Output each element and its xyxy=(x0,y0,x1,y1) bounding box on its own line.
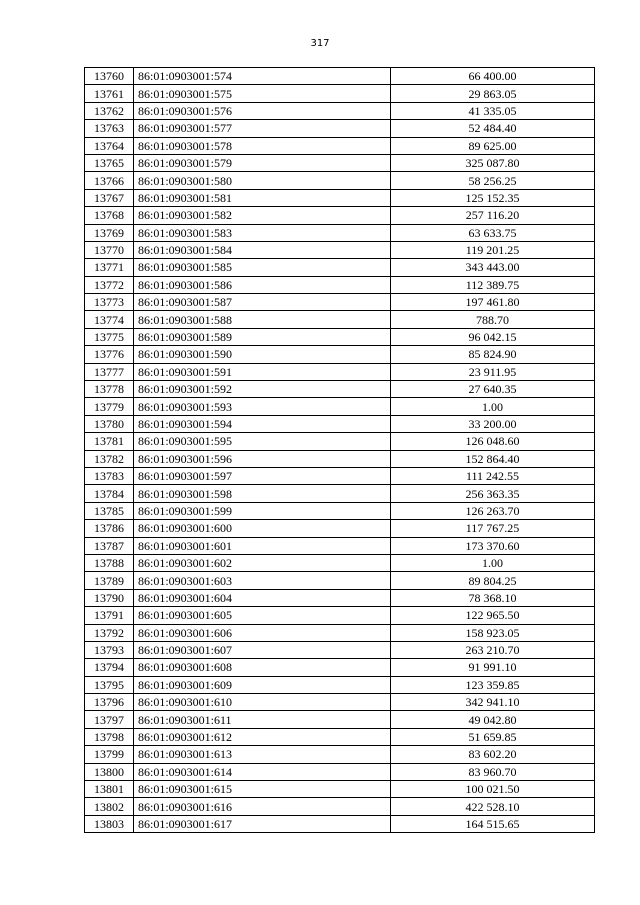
table-row xyxy=(85,398,595,415)
cadastral-value-cell: 29 863.05 xyxy=(391,85,595,102)
row-number-cell: 13772 xyxy=(85,276,134,293)
row-number-cell: 13763 xyxy=(85,120,134,137)
table-row xyxy=(85,589,595,606)
cadastral-number-cell: 86:01:0903001:582 xyxy=(134,207,391,224)
row-number-cell: 13792 xyxy=(85,624,134,641)
cadastral-value-cell: 257 116.20 xyxy=(391,207,595,224)
cadastral-number-cell: 86:01:0903001:599 xyxy=(134,502,391,519)
cadastral-value-cell: 89 625.00 xyxy=(391,137,595,154)
row-number-cell: 13781 xyxy=(85,433,134,450)
row-number-cell: 13790 xyxy=(85,589,134,606)
table-row xyxy=(85,189,595,206)
cadastral-number-cell: 86:01:0903001:579 xyxy=(134,154,391,171)
table-row xyxy=(85,537,595,554)
row-number-cell: 13780 xyxy=(85,415,134,432)
cadastral-number-cell: 86:01:0903001:577 xyxy=(134,120,391,137)
row-number-cell: 13799 xyxy=(85,746,134,763)
cadastral-number-cell: 86:01:0903001:574 xyxy=(134,68,391,85)
table-row xyxy=(85,154,595,171)
cadastral-number-cell: 86:01:0903001:600 xyxy=(134,520,391,537)
cadastral-value-cell: 119 201.25 xyxy=(391,241,595,258)
table-row xyxy=(85,711,595,728)
row-number-cell: 13762 xyxy=(85,102,134,119)
cadastral-value-cell: 49 042.80 xyxy=(391,711,595,728)
cadastral-number-cell: 86:01:0903001:588 xyxy=(134,311,391,328)
table-row xyxy=(85,259,595,276)
row-number-cell: 13779 xyxy=(85,398,134,415)
table-row xyxy=(85,728,595,745)
row-number-cell: 13768 xyxy=(85,207,134,224)
table-row xyxy=(85,381,595,398)
cadastral-value-cell: 58 256.25 xyxy=(391,172,595,189)
row-number-cell: 13777 xyxy=(85,363,134,380)
row-number-cell: 13802 xyxy=(85,798,134,815)
cadastral-value-cell: 1.00 xyxy=(391,554,595,571)
cadastral-value-cell: 122 965.50 xyxy=(391,607,595,624)
row-number-cell: 13796 xyxy=(85,694,134,711)
cadastral-value-cell: 117 767.25 xyxy=(391,520,595,537)
page-number: 317 xyxy=(310,38,330,49)
cadastral-value-cell: 158 923.05 xyxy=(391,624,595,641)
table-row xyxy=(85,641,595,658)
cadastral-number-cell: 86:01:0903001:578 xyxy=(134,137,391,154)
cadastral-value-cell: 126 048.60 xyxy=(391,433,595,450)
cadastral-value-cell: 83 602.20 xyxy=(391,746,595,763)
cadastral-value-cell: 152 864.40 xyxy=(391,450,595,467)
cadastral-value-cell: 33 200.00 xyxy=(391,415,595,432)
cadastral-value-cell: 197 461.80 xyxy=(391,294,595,311)
row-number-cell: 13770 xyxy=(85,241,134,258)
table-row xyxy=(85,137,595,154)
table-row xyxy=(85,328,595,345)
row-number-cell: 13774 xyxy=(85,311,134,328)
cadastral-number-cell: 86:01:0903001:615 xyxy=(134,781,391,798)
cadastral-value-cell: 23 911.95 xyxy=(391,363,595,380)
cadastral-number-cell: 86:01:0903001:586 xyxy=(134,276,391,293)
cadastral-value-cell: 173 370.60 xyxy=(391,537,595,554)
row-number-cell: 13785 xyxy=(85,502,134,519)
cadastral-number-cell: 86:01:0903001:617 xyxy=(134,815,391,832)
cadastral-value-table xyxy=(84,67,595,833)
row-number-cell: 13769 xyxy=(85,224,134,241)
table-row xyxy=(85,120,595,137)
cadastral-value-cell: 85 824.90 xyxy=(391,346,595,363)
table-row xyxy=(85,763,595,780)
cadastral-number-cell: 86:01:0903001:603 xyxy=(134,572,391,589)
table-row xyxy=(85,102,595,119)
table-row xyxy=(85,241,595,258)
cadastral-value-cell: 63 633.75 xyxy=(391,224,595,241)
row-number-cell: 13788 xyxy=(85,554,134,571)
row-number-cell: 13775 xyxy=(85,328,134,345)
cadastral-value-cell: 83 960.70 xyxy=(391,763,595,780)
cadastral-value-cell: 52 484.40 xyxy=(391,120,595,137)
table-row xyxy=(85,450,595,467)
cadastral-number-cell: 86:01:0903001:589 xyxy=(134,328,391,345)
row-number-cell: 13794 xyxy=(85,659,134,676)
table-row xyxy=(85,798,595,815)
cadastral-number-cell: 86:01:0903001:590 xyxy=(134,346,391,363)
table-row xyxy=(85,502,595,519)
row-number-cell: 13776 xyxy=(85,346,134,363)
row-number-cell: 13791 xyxy=(85,607,134,624)
cadastral-number-cell: 86:01:0903001:611 xyxy=(134,711,391,728)
cadastral-number-cell: 86:01:0903001:607 xyxy=(134,641,391,658)
table-row xyxy=(85,85,595,102)
cadastral-value-cell: 51 659.85 xyxy=(391,728,595,745)
table-row xyxy=(85,311,595,328)
row-number-cell: 13783 xyxy=(85,467,134,484)
cadastral-number-cell: 86:01:0903001:592 xyxy=(134,381,391,398)
row-number-cell: 13800 xyxy=(85,763,134,780)
cadastral-number-cell: 86:01:0903001:610 xyxy=(134,694,391,711)
cadastral-number-cell: 86:01:0903001:595 xyxy=(134,433,391,450)
cadastral-number-cell: 86:01:0903001:585 xyxy=(134,259,391,276)
table-row xyxy=(85,294,595,311)
cadastral-value-cell: 343 443.00 xyxy=(391,259,595,276)
table-row xyxy=(85,433,595,450)
cadastral-value-cell: 164 515.65 xyxy=(391,815,595,832)
cadastral-number-cell: 86:01:0903001:598 xyxy=(134,485,391,502)
cadastral-value-cell: 96 042.15 xyxy=(391,328,595,345)
cadastral-number-cell: 86:01:0903001:591 xyxy=(134,363,391,380)
table-row xyxy=(85,172,595,189)
cadastral-number-cell: 86:01:0903001:612 xyxy=(134,728,391,745)
cadastral-number-cell: 86:01:0903001:609 xyxy=(134,676,391,693)
row-number-cell: 13801 xyxy=(85,781,134,798)
cadastral-value-cell: 123 359.85 xyxy=(391,676,595,693)
cadastral-value-cell: 126 263.70 xyxy=(391,502,595,519)
cadastral-value-cell: 422 528.10 xyxy=(391,798,595,815)
table-row xyxy=(85,363,595,380)
row-number-cell: 13793 xyxy=(85,641,134,658)
row-number-cell: 13764 xyxy=(85,137,134,154)
cadastral-number-cell: 86:01:0903001:597 xyxy=(134,467,391,484)
cadastral-value-cell: 342 941.10 xyxy=(391,694,595,711)
row-number-cell: 13786 xyxy=(85,520,134,537)
table-row xyxy=(85,746,595,763)
cadastral-number-cell: 86:01:0903001:616 xyxy=(134,798,391,815)
cadastral-number-cell: 86:01:0903001:602 xyxy=(134,554,391,571)
table-row xyxy=(85,276,595,293)
cadastral-value-cell: 1.00 xyxy=(391,398,595,415)
cadastral-value-cell: 41 335.05 xyxy=(391,102,595,119)
row-number-cell: 13765 xyxy=(85,154,134,171)
row-number-cell: 13773 xyxy=(85,294,134,311)
row-number-cell: 13798 xyxy=(85,728,134,745)
cadastral-number-cell: 86:01:0903001:584 xyxy=(134,241,391,258)
cadastral-number-cell: 86:01:0903001:605 xyxy=(134,607,391,624)
cadastral-number-cell: 86:01:0903001:587 xyxy=(134,294,391,311)
row-number-cell: 13784 xyxy=(85,485,134,502)
cadastral-value-cell: 100 021.50 xyxy=(391,781,595,798)
table-body xyxy=(85,68,595,833)
table-row xyxy=(85,346,595,363)
table-row xyxy=(85,68,595,85)
row-number-cell: 13797 xyxy=(85,711,134,728)
cadastral-value-cell: 111 242.55 xyxy=(391,467,595,484)
table-row xyxy=(85,815,595,832)
cadastral-value-cell: 78 368.10 xyxy=(391,589,595,606)
cadastral-number-cell: 86:01:0903001:601 xyxy=(134,537,391,554)
row-number-cell: 13782 xyxy=(85,450,134,467)
cadastral-value-cell: 91 991.10 xyxy=(391,659,595,676)
cadastral-number-cell: 86:01:0903001:593 xyxy=(134,398,391,415)
row-number-cell: 13771 xyxy=(85,259,134,276)
cadastral-value-cell: 27 640.35 xyxy=(391,381,595,398)
cadastral-number-cell: 86:01:0903001:580 xyxy=(134,172,391,189)
row-number-cell: 13803 xyxy=(85,815,134,832)
table-row xyxy=(85,781,595,798)
cadastral-value-cell: 66 400.00 xyxy=(391,68,595,85)
row-number-cell: 13787 xyxy=(85,537,134,554)
table-row xyxy=(85,676,595,693)
row-number-cell: 13778 xyxy=(85,381,134,398)
table-row xyxy=(85,467,595,484)
table-row xyxy=(85,572,595,589)
row-number-cell: 13795 xyxy=(85,676,134,693)
cadastral-number-cell: 86:01:0903001:583 xyxy=(134,224,391,241)
cadastral-value-cell: 89 804.25 xyxy=(391,572,595,589)
cadastral-value-cell: 788.70 xyxy=(391,311,595,328)
cadastral-value-cell: 112 389.75 xyxy=(391,276,595,293)
table-row xyxy=(85,520,595,537)
cadastral-number-cell: 86:01:0903001:581 xyxy=(134,189,391,206)
cadastral-value-cell: 325 087.80 xyxy=(391,154,595,171)
cadastral-number-cell: 86:01:0903001:606 xyxy=(134,624,391,641)
cadastral-value-cell: 125 152.35 xyxy=(391,189,595,206)
row-number-cell: 13789 xyxy=(85,572,134,589)
table-row xyxy=(85,624,595,641)
cadastral-number-cell: 86:01:0903001:596 xyxy=(134,450,391,467)
cadastral-number-cell: 86:01:0903001:576 xyxy=(134,102,391,119)
cadastral-number-cell: 86:01:0903001:608 xyxy=(134,659,391,676)
cadastral-number-cell: 86:01:0903001:575 xyxy=(134,85,391,102)
table-row xyxy=(85,659,595,676)
row-number-cell: 13760 xyxy=(85,68,134,85)
table-row xyxy=(85,224,595,241)
row-number-cell: 13761 xyxy=(85,85,134,102)
row-number-cell: 13766 xyxy=(85,172,134,189)
cadastral-number-cell: 86:01:0903001:614 xyxy=(134,763,391,780)
table-row xyxy=(85,207,595,224)
table-row xyxy=(85,554,595,571)
cadastral-number-cell: 86:01:0903001:613 xyxy=(134,746,391,763)
row-number-cell: 13767 xyxy=(85,189,134,206)
cadastral-number-cell: 86:01:0903001:604 xyxy=(134,589,391,606)
cadastral-value-cell: 256 363.35 xyxy=(391,485,595,502)
table-row xyxy=(85,415,595,432)
cadastral-value-cell: 263 210.70 xyxy=(391,641,595,658)
cadastral-number-cell: 86:01:0903001:594 xyxy=(134,415,391,432)
table-row xyxy=(85,607,595,624)
table-row xyxy=(85,485,595,502)
table-row xyxy=(85,694,595,711)
